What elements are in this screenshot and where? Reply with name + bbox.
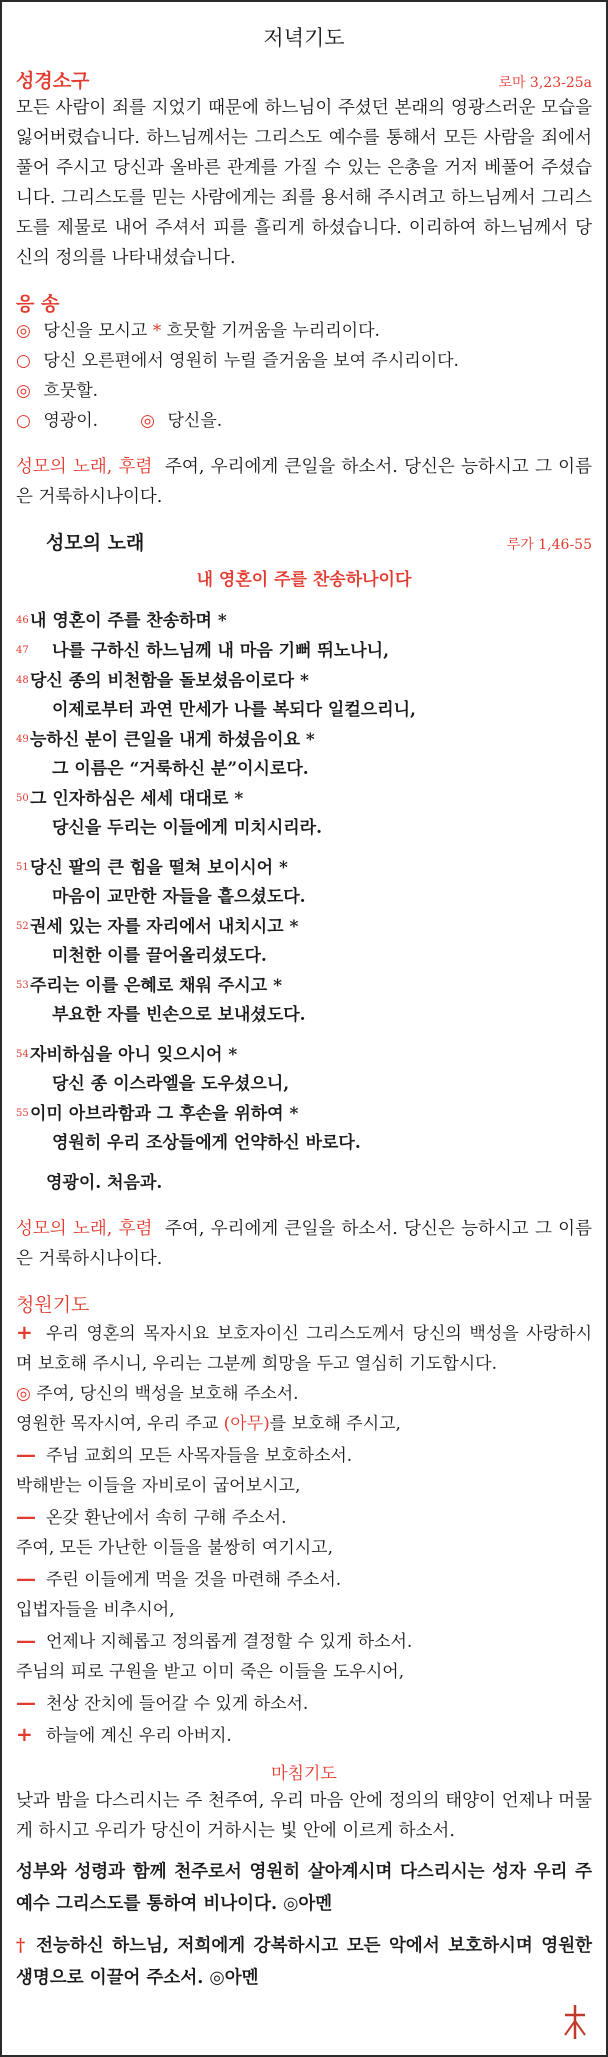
intercessions-header [16,1290,592,1317]
verse-line [16,1040,592,1070]
petition-5: 주님의 피로 구원을 받고 이미 죽은 이들을 도우시어, [16,1662,405,1682]
verse-line [16,1129,592,1158]
reading-heading: 성경소구 [16,70,90,92]
reading-text: 모든 사람이 죄를 지었기 때문에 하느님이 주셨던 본래의 영광스러운 모습을 잃어버렸습니다. 하느님께서는 그리스도 예수를 통해서 모든 사람을 죄에서 풀어 주시고 당신과 올바른 관계를 가질 수 있는 은총을 거저 베풀어 주셨습니다. 그리스도를 믿는 사람에게는 죄를 용서해 주시려고 하느님께서 그리스도를 제물로 내어 주셔서 피를 흘리게 하셨습니다. 이리하여 하느님께서 당신의 정의를 나타내셨습니다. [16,98,592,268]
antiphon-label: 성모의 노래, 후렴 [16,457,153,477]
publisher-logo-icon [560,2001,590,2041]
verse-line [16,1099,592,1129]
asterisk: * [152,321,162,341]
dash-icon: — [16,1690,36,1714]
verse-text: 당신 종의 비천함을 돌보셨음이로다 * [30,671,309,691]
verse-text: 당신을 두리는 이들에게 미치시리라. [52,818,323,838]
cross-icon: † [16,1936,28,1956]
verse-line [16,971,592,1001]
intercessions-intro: + 우리 영혼의 목자시요 보호자이신 그리스도께서 당신의 백성을 사랑하시며 보호해 주시니, 우리는 그분께 희망을 두고 열심히 기도합시다. [16,1317,592,1379]
verse-number: 52 [16,921,29,932]
response-header [16,289,592,316]
magnificat-verses [16,606,592,1158]
petition-4-response: — 언제나 지혜롭고 정의롭게 결정할 수 있게 하소서. [16,1625,592,1657]
gloria-line: 영광이. 처음과. [46,1173,163,1193]
magnificat-header [16,528,592,555]
doxology: 성부와 성령과 함께 천주로서 영원히 살아계시며 다스리시는 성자 우리 주 예수 그리스도를 통하여 비나이다. ◎아멘 [16,1862,592,1914]
verse-text: 능하신 분이 큰일을 내게 하셨음이요 * [30,730,315,750]
petition-2: 박해받는 이들을 자비로이 굽어보시고, [16,1476,301,1496]
verse-line [16,814,592,843]
verse-line [16,696,592,725]
verse-text: 이제로부터 과연 만세가 나를 복되다 일컬으리니, [52,700,416,720]
cross-icon: + [16,1722,33,1746]
response-line-3: ◎ 흐뭇할. [16,376,592,406]
antiphon-2: 성모의 노래, 후렴 주여, 우리에게 큰일을 하소서. 당신은 능하시고 그 이름은 거룩하시나이다. [16,1219,592,1269]
verse-text: 그 인자하심은 세세 대대로 * [30,789,244,809]
dash-icon: — [16,1504,36,1528]
verse-number: 51 [16,862,29,873]
verse-text: 마음이 교만한 자들을 흩으셨도다. [52,887,306,907]
verse-text: 나를 구하신 하느님께 내 마음 기뻐 뛰노나니, [52,641,390,661]
verse-line [16,912,592,942]
response-mark-5: ◎ [140,411,155,431]
verse-number: 55 [16,1108,29,1119]
verse-text: 영원히 우리 조상들에게 언약하신 바로다. [52,1133,361,1153]
response-mark-1: ◎ [16,321,31,341]
verse-number: 53 [16,980,29,991]
dash-icon: — [16,1628,36,1652]
intercessions-heading: 청원기도 [16,1294,90,1316]
verse-number: 47 [16,645,29,656]
intercessions-response: ◎ 주여, 당신의 백성을 보호해 주소서. [16,1384,299,1404]
dash-icon: — [16,1566,36,1590]
verse-number: 54 [16,1049,29,1060]
response-mark-4: ○ [16,411,31,431]
verse-text: 권세 있는 자를 자리에서 내치시고 * [30,917,299,937]
magnificat-reference: 루가 1,46-55 [506,537,592,553]
verse-number: 49 [16,734,29,745]
petition-2-response: — 온갖 환난에서 속히 구해 주소서. [16,1501,592,1533]
petition-5-response: — 천상 잔치에 들어갈 수 있게 하소서. [16,1687,592,1719]
verse-line [16,883,592,912]
response-mark-3: ◎ [16,381,31,401]
petition-3-response: — 주린 이들에게 먹을 것을 마련해 주소서. [16,1563,592,1595]
verse-text: 주리는 이를 은혜로 채워 주시고 * [30,976,282,996]
verse-text: 내 영혼이 주를 찬송하며 * [30,611,227,631]
verse-line [16,755,592,784]
verse-text: 이미 아브라함과 그 후손을 위하여 * [30,1104,299,1124]
verse-line [16,725,592,755]
reading-reference: 로마 3,23-25a [498,75,592,91]
name-placeholder: (아무) [223,1414,270,1434]
verse-number: 46 [16,615,29,626]
verse-line [16,942,592,971]
verse-line [16,1070,592,1099]
petition-1-response: — 주님 교회의 모든 사목자들을 보호하소서. [16,1439,592,1471]
verse-line [16,1001,592,1030]
magnificat-heading: 성모의 노래 [46,532,145,554]
response-line-1: ◎ 당신을 모시고 * 흐뭇할 기꺼움을 누리리이다. [16,316,592,346]
dash-icon: — [16,1442,36,1466]
antiphon-1: 성모의 노래, 후렴 주여, 우리에게 큰일을 하소서. 당신은 능하시고 그 이름은 거룩하시나이다. [16,457,592,507]
verse-line [16,853,592,883]
petition-4: 입법자들을 비추시어, [16,1600,175,1620]
verse-text: 그 이름은 “거룩하신 분”이시로다. [52,759,309,779]
verse-text: 미천한 이를 끌어올리셨도다. [52,946,267,966]
verse-line [16,666,592,696]
verse-number: 48 [16,675,29,686]
response-line-2: ○ 당신 오른편에서 영원히 누릴 즐거움을 보여 주시리이다. [16,346,592,376]
cross-icon: + [16,1320,33,1344]
petition-3: 주여, 모든 가난한 이들을 불쌍히 여기시고, [16,1538,334,1558]
verse-line [16,606,592,636]
blessing: † 전능하신 하느님, 저희에게 강복하시고 모든 악에서 보호하시며 영원한 생명으로 이끌어 주소서. ◎아멘 [16,1936,593,1988]
response-mark-2: ○ [16,351,31,371]
response-mark: ◎ [16,1384,31,1404]
verse-number: 50 [16,793,29,804]
verse-text: 자비하심을 아니 잊으시어 * [30,1045,238,1065]
closing-heading: 마침기도 [271,1764,337,1784]
reading-header [16,66,592,93]
verse-text: 부요한 자를 빈손으로 보내셨도다. [52,1005,306,1025]
closing-text: 낮과 밤을 다스리시는 주 천주여, 우리 마음 안에 정의의 태양이 언제나 머물게 하시고 우리가 당신이 거하시는 빛 안에 이르게 하소서. [16,1791,592,1841]
page-title: 저녁기도 [263,26,345,50]
response-line-4: ○ 영광이. ◎ 당신을. [16,406,592,436]
lords-prayer-line: + 하늘에 계신 우리 아버지. [16,1719,592,1751]
petition-1: 영원한 목자시여, 우리 주교 (아무)를 보호해 주시고, [16,1414,401,1434]
verse-line [16,636,592,666]
verse-line [16,784,592,814]
verse-text: 당신 종 이스라엘을 도우셨으니, [52,1074,290,1094]
response-heading: 응 송 [16,293,60,315]
verse-text: 당신 팔의 큰 힘을 떨쳐 보이시어 * [30,858,288,878]
magnificat-subtitle: 내 영혼이 주를 찬송하나이다 [196,570,412,590]
antiphon-label: 성모의 노래, 후렴 [16,1219,153,1239]
